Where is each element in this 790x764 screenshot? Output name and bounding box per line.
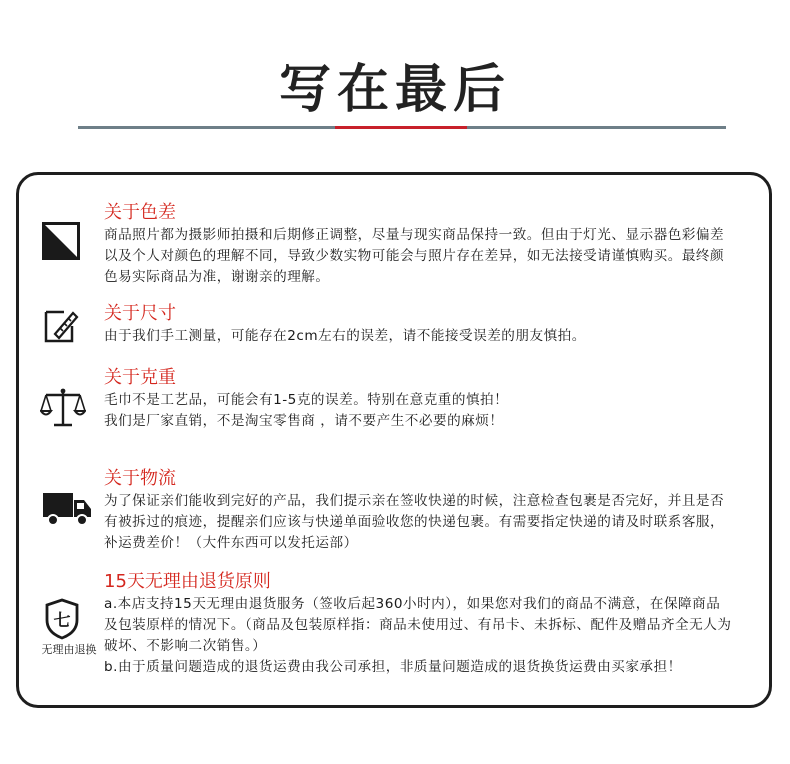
paragraph: 商品照片都为摄影师拍摄和后期修正调整，尽量与现实商品保持一致。但由于灯光、显示器色彩偏差以及个人对颜色的理解不同，导致少数实物可能会与照片存在差异，如无法接受请谨慎购买。最终颜色易实际商品为准，谢谢亲的理解。 bbox=[104, 227, 725, 285]
section-weight bbox=[104, 367, 734, 432]
section-title: 15天无理由退货原则 bbox=[104, 571, 271, 592]
page-title: 写在最后 bbox=[278, 60, 511, 120]
delivery-truck-icon bbox=[42, 490, 92, 528]
section-body bbox=[104, 594, 734, 678]
paragraph: a.本店支持15天无理由退货服务（签收后起360小时内），如果您对我们的商品不满意，在保障商品及包装原样的情况下。（商品及包装原样指：商品未使用过、有吊卡、未拆标、配件及赠品齐全无人为破坏、不影响二次销售。） bbox=[104, 596, 732, 654]
section-color-difference bbox=[104, 202, 734, 288]
section-title: 关于色差 bbox=[104, 202, 176, 223]
color-swatch-icon bbox=[42, 222, 80, 260]
title-divider-accent bbox=[335, 126, 467, 129]
paragraph: 毛巾不是工艺品，可能会有1-5克的误差。特别在意克重的慎拍！ bbox=[104, 392, 509, 408]
paragraph: 由于我们手工测量，可能存在2cm左右的误差，请不能接受误差的朋友慎拍。 bbox=[104, 328, 586, 344]
section-body bbox=[104, 326, 734, 347]
ruler-pencil-icon bbox=[42, 306, 80, 344]
badge-label: 无理由退换 bbox=[41, 643, 97, 656]
section-title: 关于尺寸 bbox=[104, 303, 176, 324]
section-returns bbox=[104, 571, 734, 678]
section-body bbox=[104, 491, 734, 554]
paragraph: 我们是厂家直销，不是淘宝零售商 ，请不要产生不必要的麻烦！ bbox=[104, 413, 504, 429]
balance-scale-icon bbox=[40, 386, 86, 428]
paragraph: b.由于质量问题造成的退货运费由我公司承担，非质量问题造成的退货换货运费由买家承担！ bbox=[104, 659, 682, 675]
paragraph: 为了保证亲们能收到完好的产品，我们提示亲在签收快递的时候，注意检查包裹是否完好，并且是否有被拆过的痕迹，提醒亲们应该与快递单面验收您的快递包裹。有需要指定快递的请及时联系客服，补运费差价！（大件东西可以发托运部） bbox=[104, 493, 725, 551]
section-body bbox=[104, 390, 734, 432]
section-logistics bbox=[104, 468, 734, 554]
badge-glyph: 七 bbox=[53, 611, 71, 631]
section-title: 关于物流 bbox=[104, 468, 176, 489]
section-title: 关于克重 bbox=[104, 367, 176, 388]
section-size bbox=[104, 303, 734, 347]
shield-seven-day-icon bbox=[44, 598, 80, 640]
section-body bbox=[104, 225, 734, 288]
